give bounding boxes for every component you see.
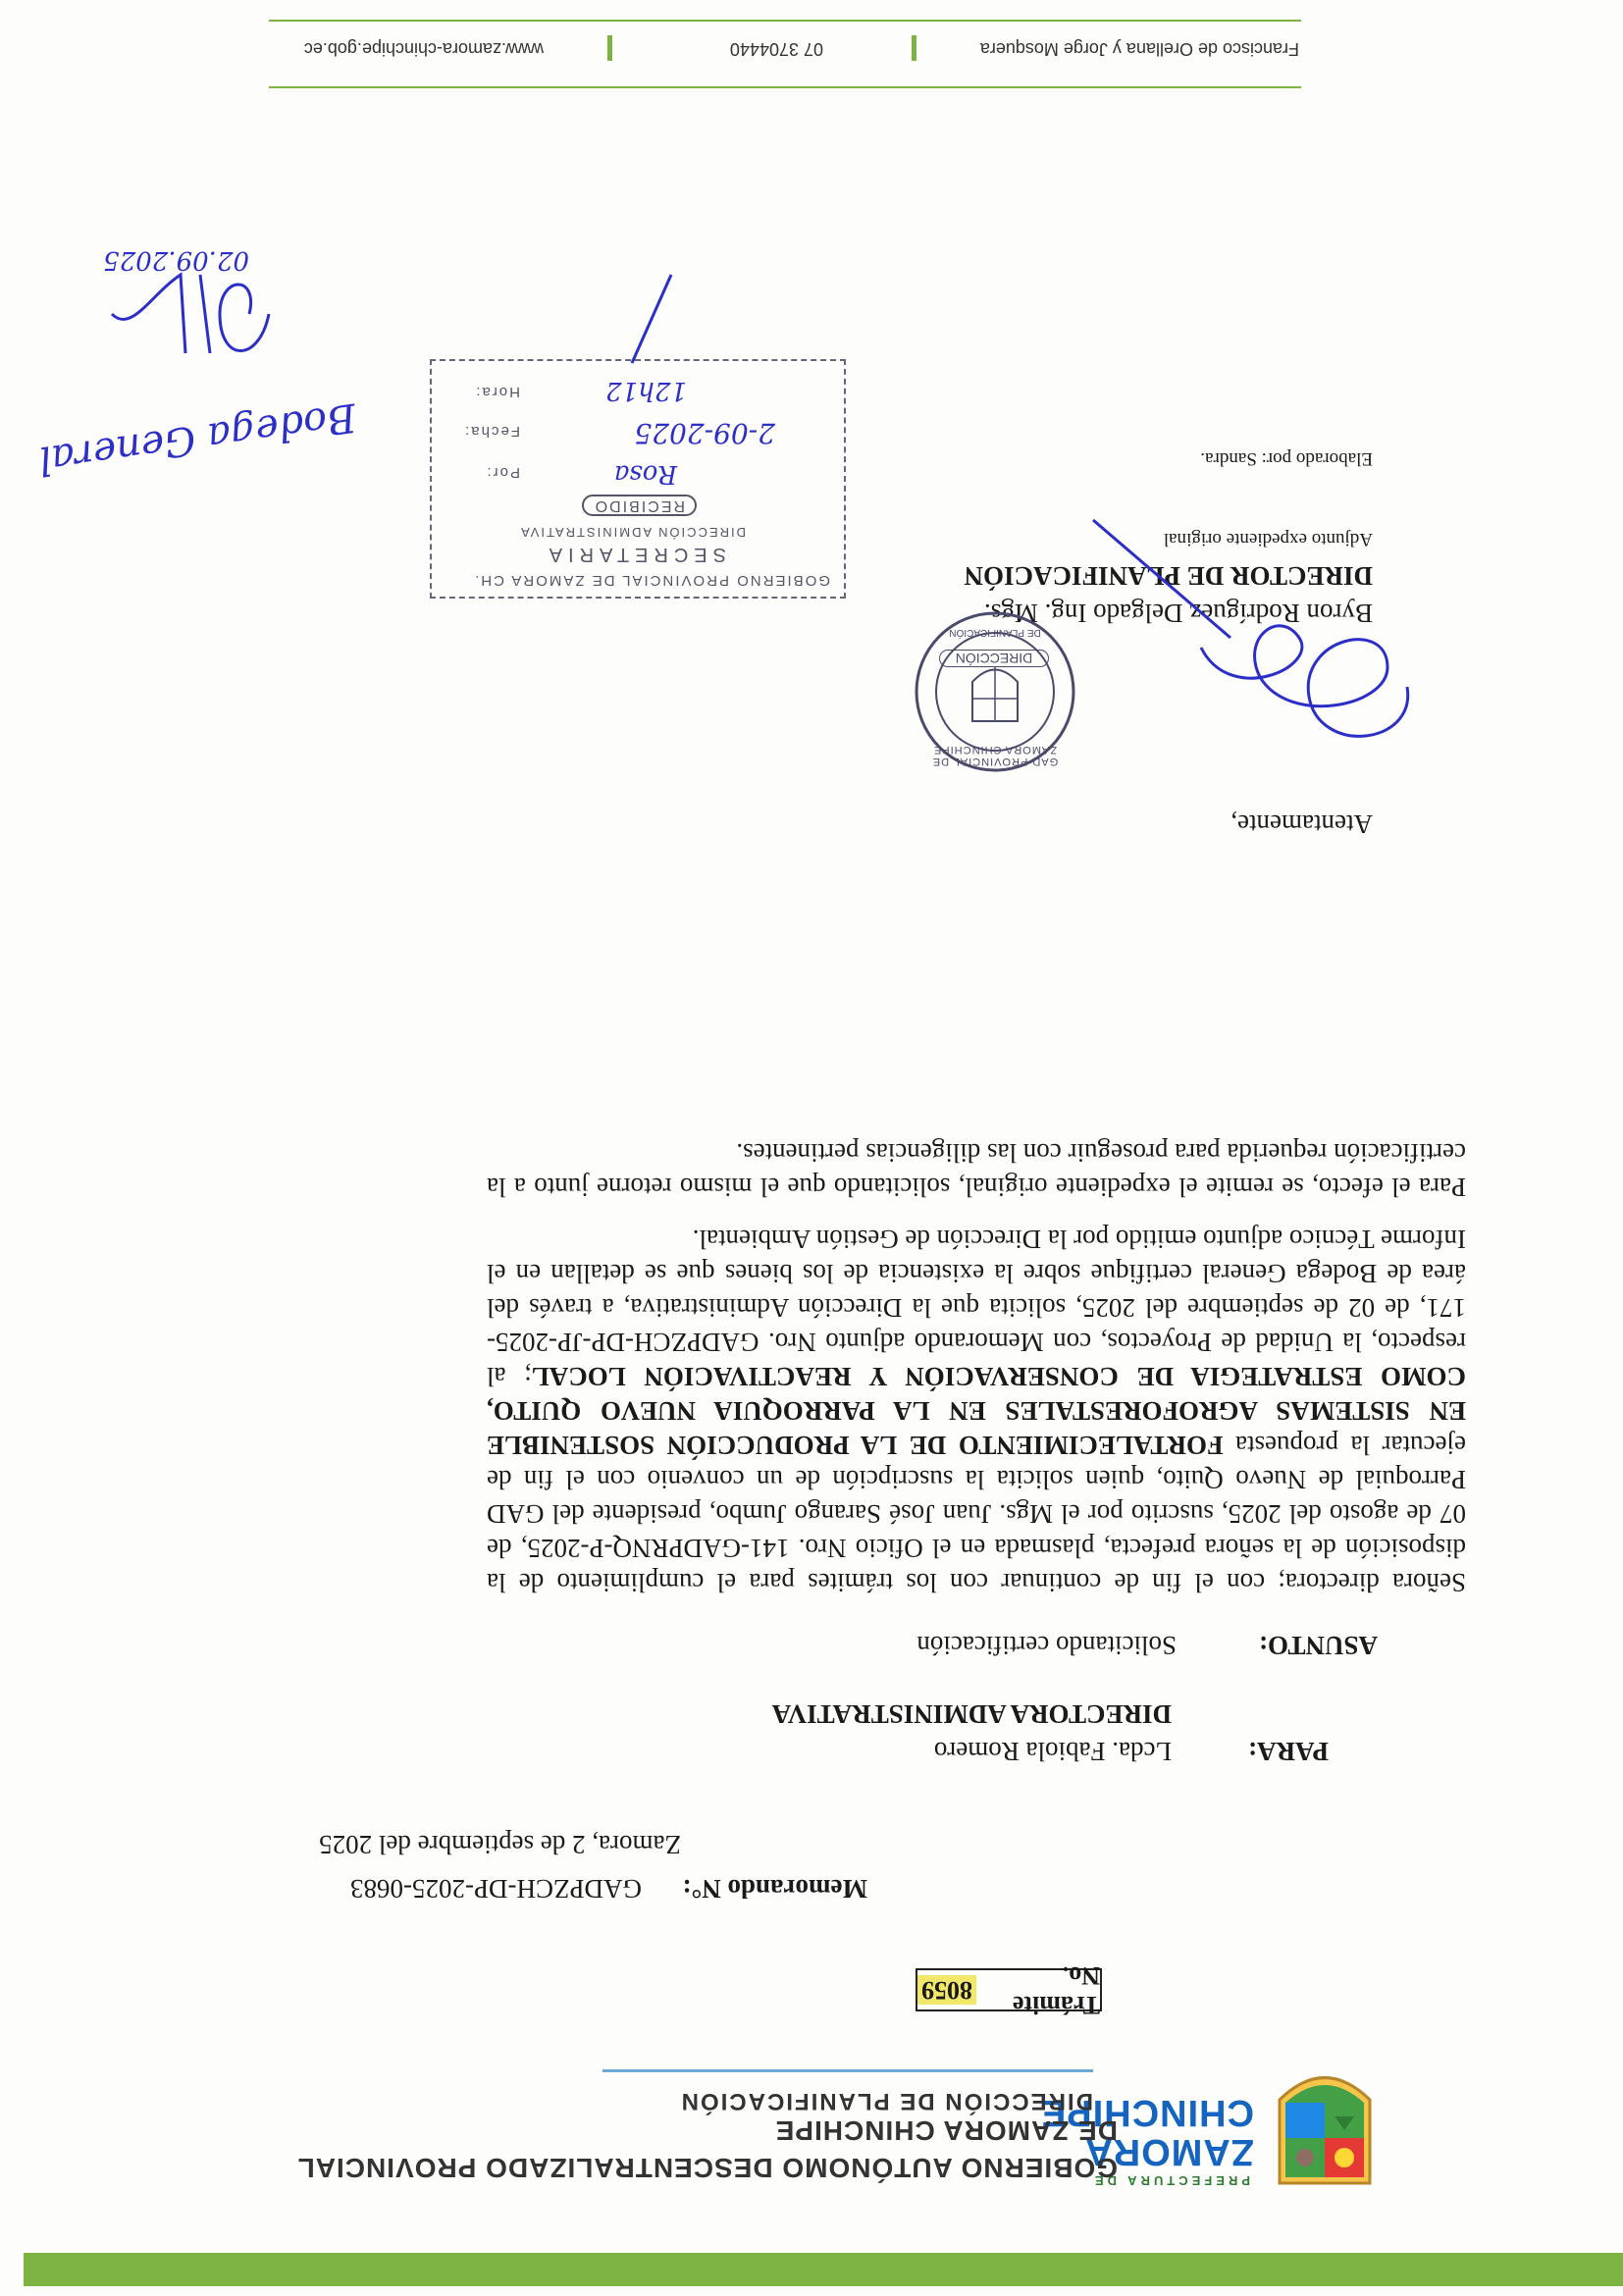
stamp-received: RECIBIDO	[582, 495, 697, 516]
brand-chinchipe: CHINCHIPE	[1039, 2092, 1254, 2133]
footer-phone: 07 3704440	[729, 39, 823, 59]
handwritten-bodega: Bodega General	[35, 393, 359, 484]
signer-title: DIRECTOR DE PLANIFICACIÓN	[964, 561, 1373, 591]
body-paragraph-1	[487, 1222, 1466, 1599]
footer-top-line	[269, 86, 1301, 88]
body-project-title: FORTALECIMIENTO DE LA PRODUCCIÓN SOSTENIBLE EN SISTEMAS AGROFORESTALES EN LA PARROQUIA NUEVO QUITO, COMO ESTRATEGIA DE CONSERVACIÓN Y REACTIVACIÓN LOCAL	[487, 1362, 1466, 1460]
stamp-line2: SECRETARIA	[543, 544, 726, 565]
gad-title-line1: GOBIERNO AUTÓNOMO DESCENTRALIZADO PROVINCIAL	[296, 2153, 1118, 2183]
department-title: DIRECCIÓN DE PLANIFICACIÓN	[679, 2088, 1093, 2114]
footer-address: Francisco de Orellana y Jorge Mosquera	[979, 39, 1299, 59]
brand-zamora: ZAMORA	[1084, 2131, 1254, 2172]
signature-scribble-icon	[1073, 510, 1427, 765]
memo-date: Zamora, 2 de septiembre del 2025	[319, 1830, 681, 1859]
received-stamp	[430, 359, 846, 599]
memo-number-label: Memorando N°:	[682, 1874, 867, 1904]
prefectura-logo-icon	[1272, 2061, 1378, 2193]
memo-body	[487, 1118, 1466, 1599]
stamp-por-value: Rosa	[613, 459, 677, 489]
footer-bottom-line	[269, 20, 1301, 22]
gad-title-line2: DE ZAMORA CHINCHIPE	[774, 2115, 1118, 2146]
seal-ring-text: GAD PROVINCIAL DE ZAMORA CHINCHIPE	[931, 744, 1059, 767]
stamp-fecha-label: Fecha:	[463, 423, 520, 440]
top-green-bar	[24, 2253, 1623, 2286]
stamp-hora-value: 12h12	[605, 376, 687, 405]
stamp-hora-label: Hora:	[474, 384, 520, 400]
attachment-note: Adjunto expediente original	[1163, 529, 1373, 549]
footer-separator-2	[607, 35, 612, 61]
tramite-label: Trámite No.	[1012, 1961, 1100, 2019]
tramite-box	[916, 1961, 1102, 2019]
closing: Atentamente,	[1230, 809, 1373, 839]
handwritten-initials-icon	[102, 265, 279, 373]
stamp-line1: GOBIERNO PROVINCIAL DE ZAMORA CH.	[473, 572, 830, 589]
para-name: Lcda. Fabiola Romero	[933, 1737, 1172, 1766]
body-p1-intro: Señora directora; con el fin de continuar con los trámites para el cumplimiento de la disposición de la señora prefecta, plasmada en el Oficio Nro. 141-GADPRNQ-P-2025, de 07 de agosto del 2025, suscrito por el Mgs. Juan José Sarango Jumbo, presidente del GAD Parroquial de Nuevo Quito, quien solicita la suscripción de un convenio con el fin de ejecutar la propuesta	[487, 1431, 1466, 1597]
prefectura-label: PREFECTURA DE	[1090, 2173, 1250, 2188]
para-label: PARA:	[1248, 1737, 1329, 1766]
body-p1-rest: ; al respecto, la Unidad de Proyectos, con Memorando adjunto Nro. GADPZCH-DP-JP-2025-171, de 02 de septiembre del 2025, solicita que la Dirección Administrativa, a través del área de Bodega General certifique sobre la existencia de los bienes que se detallan en el Informe Técnico adjunto emitido por la Dirección de Gestión Ambiental.	[487, 1225, 1466, 1391]
footer-separator-1	[912, 35, 916, 61]
stamp-fecha-value: 2-09-2025	[634, 417, 775, 449]
para-title: DIRECTORA ADMINISTRATIVA	[771, 1699, 1172, 1729]
asunto-value: Solicitando certificación	[916, 1631, 1177, 1660]
seal-center-text: DIRECCIÓN	[939, 650, 1049, 667]
stamp-initial-scribble-icon	[622, 265, 681, 373]
asunto-label: ASUNTO:	[1258, 1631, 1378, 1660]
stamp-line3: DIRECCIÓN ADMINISTRATIVA	[519, 525, 746, 540]
signer-name: Byron Rodríguez Delgado Ing. Mgs.	[984, 599, 1373, 628]
gad-title	[297, 2112, 1118, 2186]
footer-website: www.zamora-chinchipe.gob.ec	[303, 39, 544, 59]
memo-number-value: GADPZCH-DP-2025-0683	[350, 1874, 642, 1904]
tramite-number: 8059	[917, 1975, 976, 2005]
handwritten-date: 02.09.2025	[103, 245, 249, 275]
prepared-by: Elaborado por: Sandra.	[1200, 448, 1373, 469]
body-paragraph-2: Para el efecto, se remite el expediente original, solicitando que el mismo retorne junto a la certificación requerida para proseguir con las diligencias pertinentes.	[487, 1138, 1466, 1202]
seal-lower-text: DE PLANIFICACIÓN	[949, 627, 1041, 638]
stamp-por-label: Por:	[485, 464, 520, 481]
header-divider	[602, 2069, 1093, 2072]
